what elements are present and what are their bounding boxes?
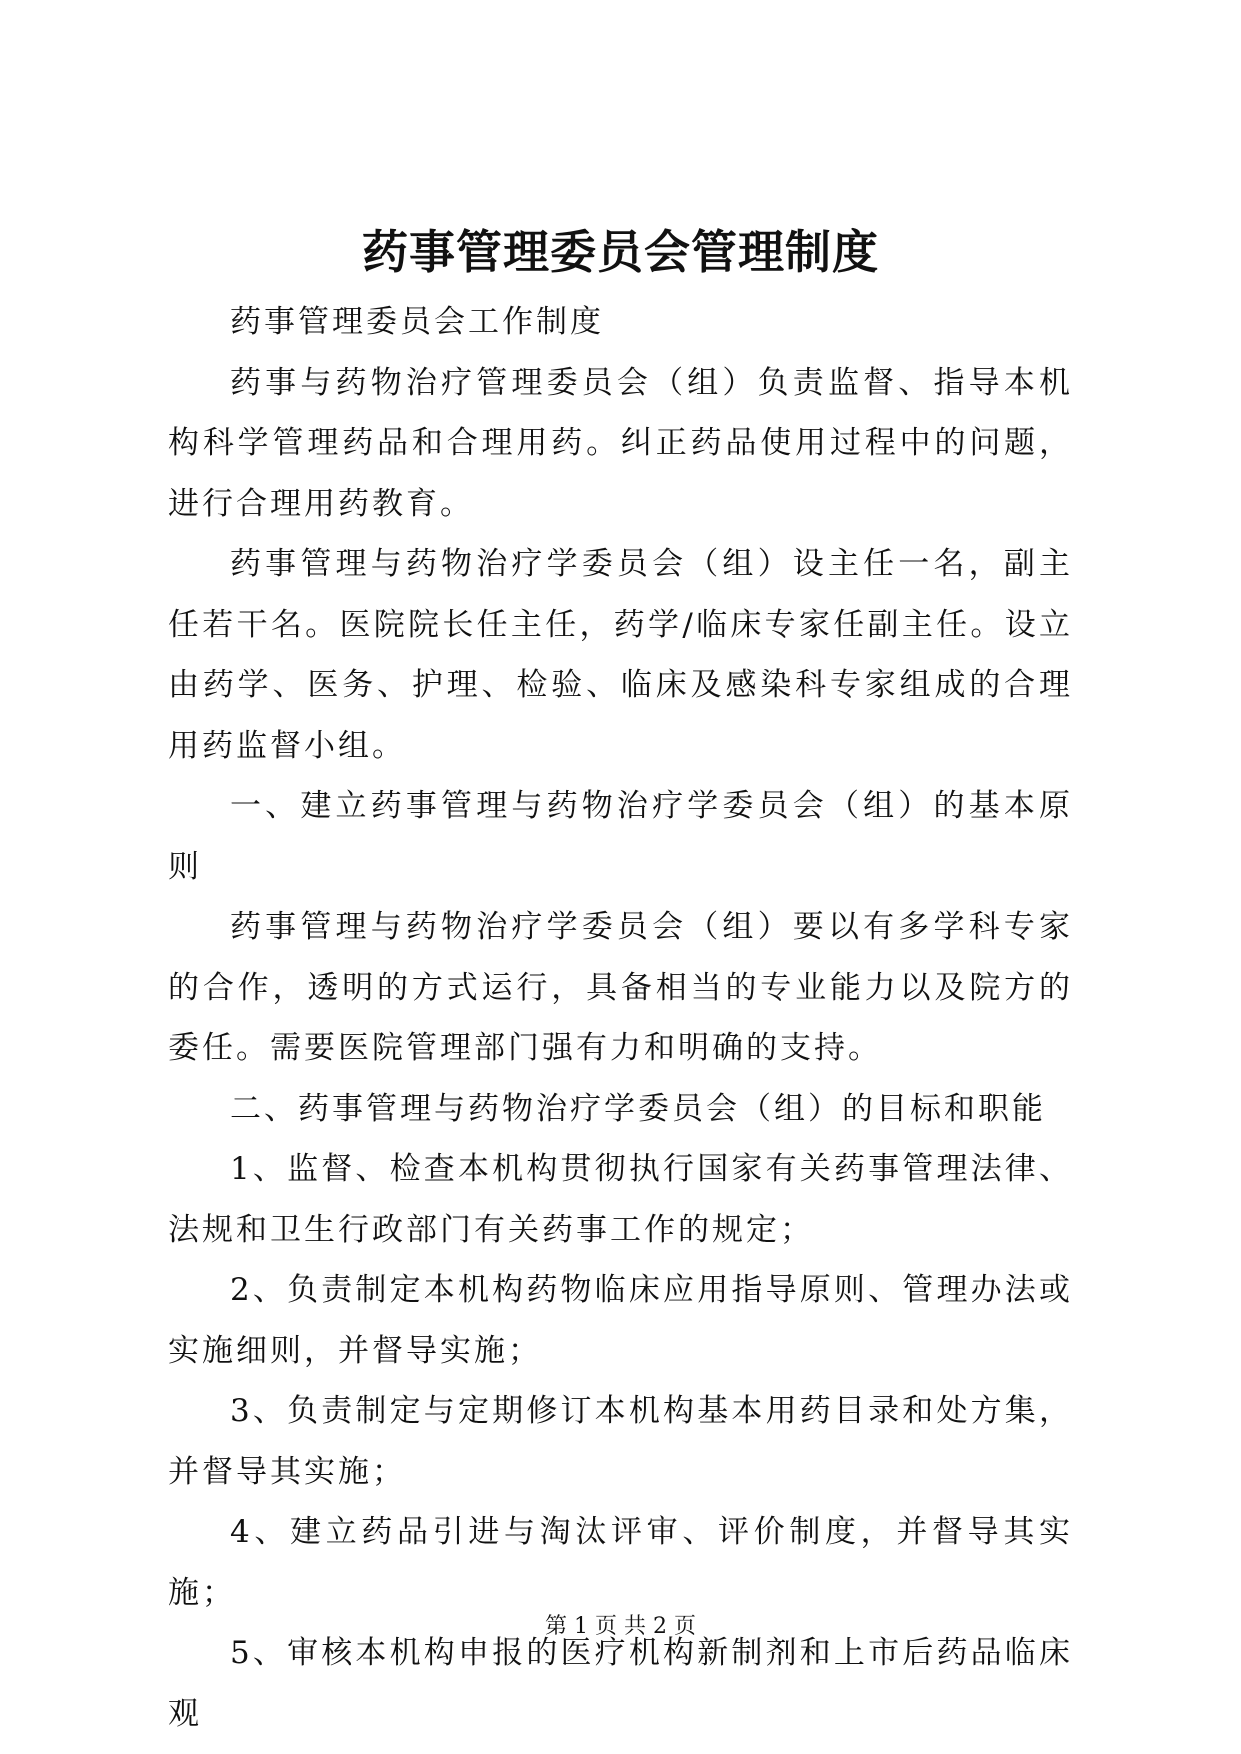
document-title: 药事管理委员会管理制度 <box>362 225 879 279</box>
section-heading: 一、建立药事管理与药物治疗学委员会（组）的基本原则 <box>168 788 1073 885</box>
document-body <box>168 292 1073 1744</box>
list-item: 4、建立药品引进与淘汰评审、评价制度，并督导其实施； <box>168 1514 1073 1611</box>
section-heading: 二、药事管理与药物治疗学委员会（组）的目标和职能 <box>230 1090 1046 1127</box>
list-item: 1、监督、检查本机构贯彻执行国家有关药事管理法律、法规和卫生行政部门有关药事工作的规定； <box>168 1151 1073 1248</box>
list-item: 3、负责制定与定期修订本机构基本用药目录和处方集，并督导其实施； <box>168 1393 1073 1490</box>
paragraph: 药事管理与药物治疗学委员会（组）设主任一名，副主任若干名。医院院长任主任，药学/临床专家任副主任。设立由药学、医务、护理、检验、临床及感染科专家组成的合理用药监督小组。 <box>168 546 1073 764</box>
paragraph-subtitle: 药事管理委员会工作制度 <box>230 304 604 340</box>
list-item: 2、负责制定本机构药物临床应用指导原则、管理办法或实施细则，并督导实施； <box>168 1272 1073 1369</box>
paragraph: 药事与药物治疗管理委员会（组）负责监督、指导本机构科学管理药品和合理用药。纠正药品使用过程中的问题，进行合理用药教育。 <box>168 364 1073 522</box>
list-item: 5、审核本机构申报的医疗机构新制剂和上市后药品临床观 <box>168 1635 1073 1732</box>
page-footer: 第 1 页 共 2 页 <box>545 1614 696 1639</box>
paragraph: 药事管理与药物治疗学委员会（组）要以有多学科专家的合作，透明的方式运行，具备相当的专业能力以及院方的委任。需要医院管理部门强有力和明确的支持。 <box>168 909 1073 1066</box>
